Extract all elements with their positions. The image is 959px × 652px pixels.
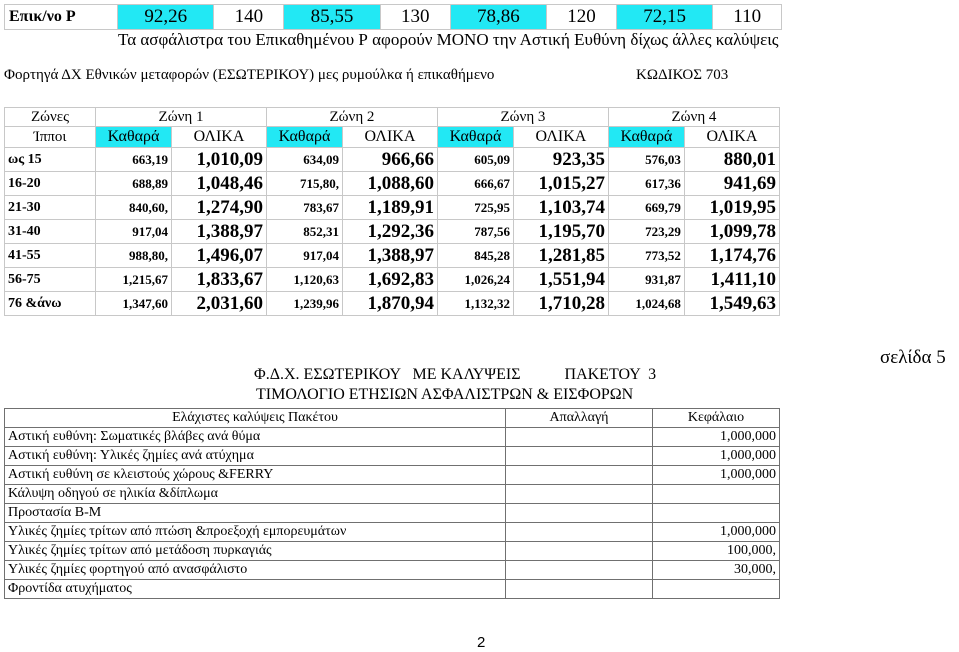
total-column-header: ΟΛΙΚΑ (342, 127, 437, 148)
coverage-deductible (506, 561, 653, 580)
zone-header: Ζώνη 1 (96, 108, 267, 127)
rates-table (4, 107, 780, 316)
strip-value: 120 (547, 5, 617, 30)
coverage-name: Αστική ευθύνη σε κλειστούς χώρους &FERRY (5, 466, 506, 485)
net-premium: 1,215,67 (96, 268, 172, 292)
total-premium: 1,099,78 (684, 220, 779, 244)
net-premium: 917,04 (96, 220, 172, 244)
coverages-header-capital: Κεφάλαιο (653, 409, 780, 428)
coverage-capital: 100,000, (653, 542, 780, 561)
coverage-capital (653, 504, 780, 523)
total-premium: 1,019,95 (684, 196, 779, 220)
total-column-header: ΟΛΙΚΑ (513, 127, 608, 148)
vehicle-category-heading: Φορτηγά ΔΧ Εθνικών μεταφορών (ΕΣΩΤΕΡΙΚΟΥ) μες ρυμούλκα ή επικαθήμενο (4, 67, 495, 83)
total-column-header: ΟΛΙΚΑ (684, 127, 779, 148)
coverage-row (5, 561, 780, 580)
total-premium: 1,411,10 (684, 268, 779, 292)
coverage-row (5, 504, 780, 523)
total-premium: 1,692,83 (342, 268, 437, 292)
strip-value: 130 (380, 5, 450, 30)
rate-row (5, 268, 780, 292)
net-premium: 1,120,63 (266, 268, 342, 292)
coverage-row (5, 485, 780, 504)
age-band: ως 15 (5, 148, 96, 172)
epikathimeno-rates-strip (4, 4, 782, 30)
strip-label: Επικ/νο Ρ (5, 5, 118, 30)
rate-row (5, 220, 780, 244)
coverage-capital: 1,000,000 (653, 447, 780, 466)
net-premium: 1,347,60 (96, 292, 172, 316)
strip-value: 78,86 (450, 5, 546, 30)
total-premium: 1,292,36 (342, 220, 437, 244)
total-premium: 1,174,76 (684, 244, 779, 268)
net-column-header: Καθαρά (96, 127, 172, 148)
total-premium: 1,870,94 (342, 292, 437, 316)
net-premium: 931,87 (608, 268, 684, 292)
coverage-name: Αστική ευθύνη: Υλικές ζημίες ανά ατύχημα (5, 447, 506, 466)
coverage-name: Προστασία Β-Μ (5, 504, 506, 523)
net-premium: 669,79 (608, 196, 684, 220)
net-premium: 634,09 (266, 148, 342, 172)
net-premium: 773,52 (608, 244, 684, 268)
net-premium: 845,28 (437, 244, 513, 268)
page-label: σελίδα 5 (880, 347, 946, 368)
net-premium: 917,04 (266, 244, 342, 268)
coverage-row (5, 580, 780, 599)
age-band: 56-75 (5, 268, 96, 292)
coverages-table (4, 408, 780, 599)
horsepower-label: Ίπποι (5, 127, 96, 148)
net-column-header: Καθαρά (266, 127, 342, 148)
total-premium: 1,551,94 (513, 268, 608, 292)
net-premium: 840,60, (96, 196, 172, 220)
net-premium: 725,95 (437, 196, 513, 220)
rate-row (5, 196, 780, 220)
coverage-row (5, 542, 780, 561)
coverage-deductible (506, 580, 653, 599)
coverage-name: Υλικές ζημίες φορτηγού από ανασφάλιστο (5, 561, 506, 580)
zone-header: Ζώνη 4 (608, 108, 779, 127)
net-column-header: Καθαρά (608, 127, 684, 148)
coverage-name: Αστική ευθύνη: Σωματικές βλάβες ανά θύμα (5, 428, 506, 447)
total-column-header: ΟΛΙΚΑ (171, 127, 266, 148)
zone-header: Ζώνη 2 (266, 108, 437, 127)
coverage-capital (653, 485, 780, 504)
total-premium: 1,388,97 (342, 244, 437, 268)
total-premium: 923,35 (513, 148, 608, 172)
coverages-header-name: Ελάχιστες καλύψεις Πακέτου (5, 409, 506, 428)
strip-value: 110 (713, 5, 782, 30)
coverage-name: Φροντίδα ατυχήματος (5, 580, 506, 599)
net-premium: 715,80, (266, 172, 342, 196)
zones-header-row (5, 108, 780, 127)
net-premium: 576,03 (608, 148, 684, 172)
section-title: Φ.Δ.Χ. ΕΣΩΤΕΡΙΚΟΥ ΜΕ ΚΑΛΥΨΕΙΣ ΠΑΚΕΤΟΥ 3 (254, 366, 657, 383)
total-premium: 1,281,85 (513, 244, 608, 268)
total-premium: 1,833,67 (171, 268, 266, 292)
coverage-capital: 1,000,000 (653, 466, 780, 485)
net-premium: 666,67 (437, 172, 513, 196)
total-premium: 1,088,60 (342, 172, 437, 196)
coverage-deductible (506, 523, 653, 542)
coverage-deductible (506, 542, 653, 561)
total-premium: 1,048,46 (171, 172, 266, 196)
net-premium: 605,09 (437, 148, 513, 172)
net-premium: 852,31 (266, 220, 342, 244)
total-premium: 1,010,09 (171, 148, 266, 172)
coverage-row (5, 428, 780, 447)
net-premium: 988,80, (96, 244, 172, 268)
total-premium: 941,69 (684, 172, 779, 196)
total-premium: 1,189,91 (342, 196, 437, 220)
coverages-header-row (5, 409, 780, 428)
total-premium: 1,496,07 (171, 244, 266, 268)
coverage-name: Υλικές ζημίες τρίτων από μετάδοση πυρκαγιάς (5, 542, 506, 561)
coverage-row (5, 447, 780, 466)
net-premium: 1,024,68 (608, 292, 684, 316)
coverage-capital: 1,000,000 (653, 523, 780, 542)
page-number: 2 (477, 634, 486, 651)
strip-value: 72,15 (616, 5, 712, 30)
total-premium: 1,274,90 (171, 196, 266, 220)
coverage-deductible (506, 447, 653, 466)
total-premium: 1,549,63 (684, 292, 779, 316)
net-premium: 617,36 (608, 172, 684, 196)
zone-header: Ζώνη 3 (437, 108, 608, 127)
coverage-deductible (506, 485, 653, 504)
coverage-capital: 30,000, (653, 561, 780, 580)
strip-value: 85,55 (284, 5, 380, 30)
net-premium: 787,56 (437, 220, 513, 244)
coverages-header-deductible: Απαλλαγή (506, 409, 653, 428)
coverage-row (5, 523, 780, 542)
coverage-row (5, 466, 780, 485)
coverage-capital: 1,000,000 (653, 428, 780, 447)
age-band: 76 &άνω (5, 292, 96, 316)
premium-note: Τα ασφάλιστρα του Επικαθημένου Ρ αφορούν ΜΟΝΟ την Αστική Ευθύνη δίχως άλλες καλύψεις (118, 30, 779, 49)
net-premium: 783,67 (266, 196, 342, 220)
net-premium: 1,132,32 (437, 292, 513, 316)
code-label: ΚΩΔΙΚΟΣ 703 (636, 67, 729, 83)
total-premium: 1,710,28 (513, 292, 608, 316)
total-premium: 966,66 (342, 148, 437, 172)
rate-row (5, 292, 780, 316)
coverage-deductible (506, 504, 653, 523)
total-premium: 1,388,97 (171, 220, 266, 244)
strip-value: 140 (214, 5, 284, 30)
total-premium: 1,015,27 (513, 172, 608, 196)
rate-row (5, 244, 780, 268)
net-premium: 1,239,96 (266, 292, 342, 316)
coverage-deductible (506, 466, 653, 485)
net-premium: 723,29 (608, 220, 684, 244)
age-band: 21-30 (5, 196, 96, 220)
net-premium: 1,026,24 (437, 268, 513, 292)
columns-header-row (5, 127, 780, 148)
section-subtitle: ΤΙΜΟΛΟΓΙΟ ΕΤΗΣΙΩΝ ΑΣΦΑΛΙΣΤΡΩΝ & ΕΙΣΦΟΡΩΝ (256, 386, 634, 403)
total-premium: 2,031,60 (171, 292, 266, 316)
net-premium: 688,89 (96, 172, 172, 196)
rate-row (5, 172, 780, 196)
age-band: 31-40 (5, 220, 96, 244)
zones-label: Ζώνες (5, 108, 96, 127)
net-premium: 663,19 (96, 148, 172, 172)
rate-row (5, 148, 780, 172)
coverage-name: Κάλυψη οδηγού σε ηλικία &δίπλωμα (5, 485, 506, 504)
net-column-header: Καθαρά (437, 127, 513, 148)
coverage-capital (653, 580, 780, 599)
coverage-deductible (506, 428, 653, 447)
age-band: 41-55 (5, 244, 96, 268)
coverage-name: Υλικές ζημίες τρίτων από πτώση &προεξοχή εμπορευμάτων (5, 523, 506, 542)
age-band: 16-20 (5, 172, 96, 196)
total-premium: 1,195,70 (513, 220, 608, 244)
strip-value: 92,26 (118, 5, 214, 30)
total-premium: 880,01 (684, 148, 779, 172)
total-premium: 1,103,74 (513, 196, 608, 220)
